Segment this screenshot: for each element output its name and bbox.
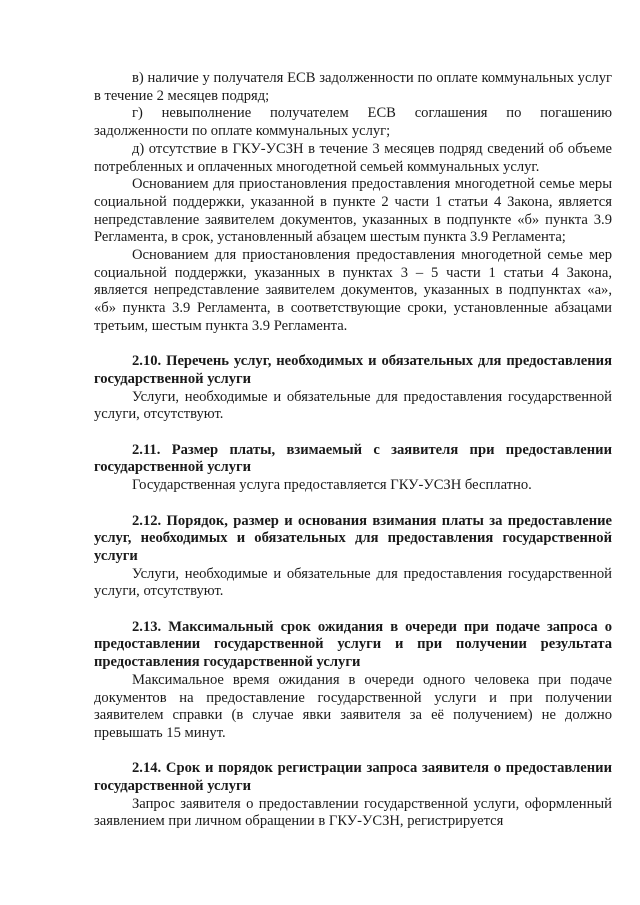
section-body-2-10: Услуги, необходимые и обязательные для предоставления государственной услуги, отсутствуют. — [94, 388, 612, 423]
spacer — [94, 424, 612, 442]
section-heading-2-11: 2.11. Размер платы, взимаемый с заявителя при предоставлении государственной услуги — [94, 441, 612, 476]
paragraph-subitem-d: д) отсутствие в ГКУ-УСЗН в течение 3 месяцев подряд сведений об объеме потребленных и оплаченных многодетной семьей коммунальных услуг. — [94, 140, 612, 175]
spacer — [94, 336, 612, 354]
paragraph-subitem-g: г) невыполнение получателем ЕСВ соглашения по погашению задолженности по оплате коммунальных услуг; — [94, 105, 612, 140]
spacer — [94, 743, 612, 761]
section-body-2-12: Услуги, необходимые и обязательные для предоставления государственной услуги, отсутствуют. — [94, 565, 612, 600]
paragraph-suspension-basis-2: Основанием для приостановления предоставления многодетной семье мер социальной поддержки, указанных в пунктах 3 – 5 части 1 статьи 4 Закона, является непредставление заявителем документов, указанных в подпунктах «а», «б» пункта 3.9 Регламента, в соответствующие сроки, установленные абзацами третьим, шестым пункта 3.9 Регламента. — [94, 247, 612, 334]
section-body-2-11: Государственная услуга предоставляется ГКУ-УСЗН бесплатно. — [132, 477, 532, 494]
document-page — [94, 70, 612, 831]
section-heading-2-10: 2.10. Перечень услуг, необходимых и обязательных для предоставления государственной услуги — [94, 353, 612, 387]
spacer — [94, 601, 612, 619]
section-heading-2-12: 2.12. Порядок, размер и основания взимания платы за предоставление услуг, необходимых и обязательных для предоставления государственной услуги — [94, 512, 612, 564]
section-body-2-13: Максимальное время ожидания в очереди одного человека при подаче документов на предоставление государственной услуги и при получении заявителем справки (в случае явки заявителя за её получением) не должно превышать 15 минут. — [94, 671, 612, 741]
section-heading-2-14: 2.14. Срок и порядок регистрации запроса заявителя о предоставлении государственной услуги — [94, 760, 612, 795]
section-heading-2-13: 2.13. Максимальный срок ожидания в очереди при подаче запроса о предоставлении государственной услуги и при получении результата предоставления государственной услуги — [94, 618, 612, 671]
section-body-2-14: Запрос заявителя о предоставлении государственной услуги, оформленный заявлением при личном обращении в ГКУ-УСЗН, регистрируется — [94, 795, 612, 830]
spacer — [94, 495, 612, 513]
paragraph-suspension-basis-1: Основанием для приостановления предоставления многодетной семье меры социальной поддержки, указанной в пункте 2 части 1 статьи 4 Закона, является непредставление заявителем документов, указанных в подпункте «б» пункта 3.9 Регламента, в срок, установленный абзацем шестым пункта 3.9 Регламента; — [94, 176, 612, 246]
paragraph-subitem-v: в) наличие у получателя ЕСВ задолженности по оплате коммунальных услуг в течение 2 месяцев подряд; — [94, 70, 612, 104]
